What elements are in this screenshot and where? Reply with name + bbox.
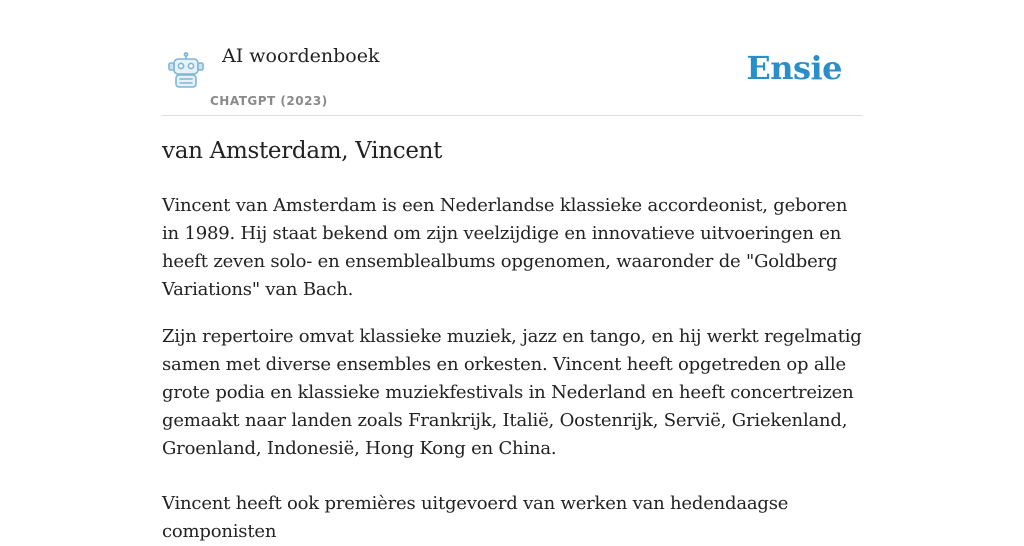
robot-icon bbox=[166, 52, 206, 90]
entry-paragraph: Vincent van Amsterdam is een Nederlandse klassieke accordeonist, geboren in 1989. Hij staat bekend om zijn veelzijdige en innovatieve uitvoeringen en heeft zeven solo- en ensemblealbums opgenomen, waaronder de "Goldberg Variations" van Bach. bbox=[162, 195, 848, 300]
header bbox=[162, 0, 862, 116]
entry-paragraph: Vincent heeft ook premières uitgevoerd van werken van hedendaagse componisten bbox=[162, 493, 789, 542]
entry-paragraph: Zijn repertoire omvat klassieke muziek, jazz en tango, en hij werkt regelmatig samen met diverse ensembles en orkesten. Vincent heeft opgetreden op alle grote podia en klassieke muziekfestivals in Nederland en heeft concertreizen gemaakt naar landen zoals Frankrijk, Italië, Oostenrijk, Servië, Griekenland, Groenland, Indonesië, Hong Kong en China. bbox=[162, 326, 862, 459]
entry-container bbox=[162, 0, 862, 542]
dictionary-source: CHATGPT (2023) bbox=[210, 94, 328, 108]
entry-term: van Amsterdam, Vincent bbox=[162, 138, 443, 164]
brand-logo[interactable]: Ensie bbox=[746, 49, 842, 87]
dictionary-name[interactable]: AI woordenboek bbox=[222, 45, 380, 67]
